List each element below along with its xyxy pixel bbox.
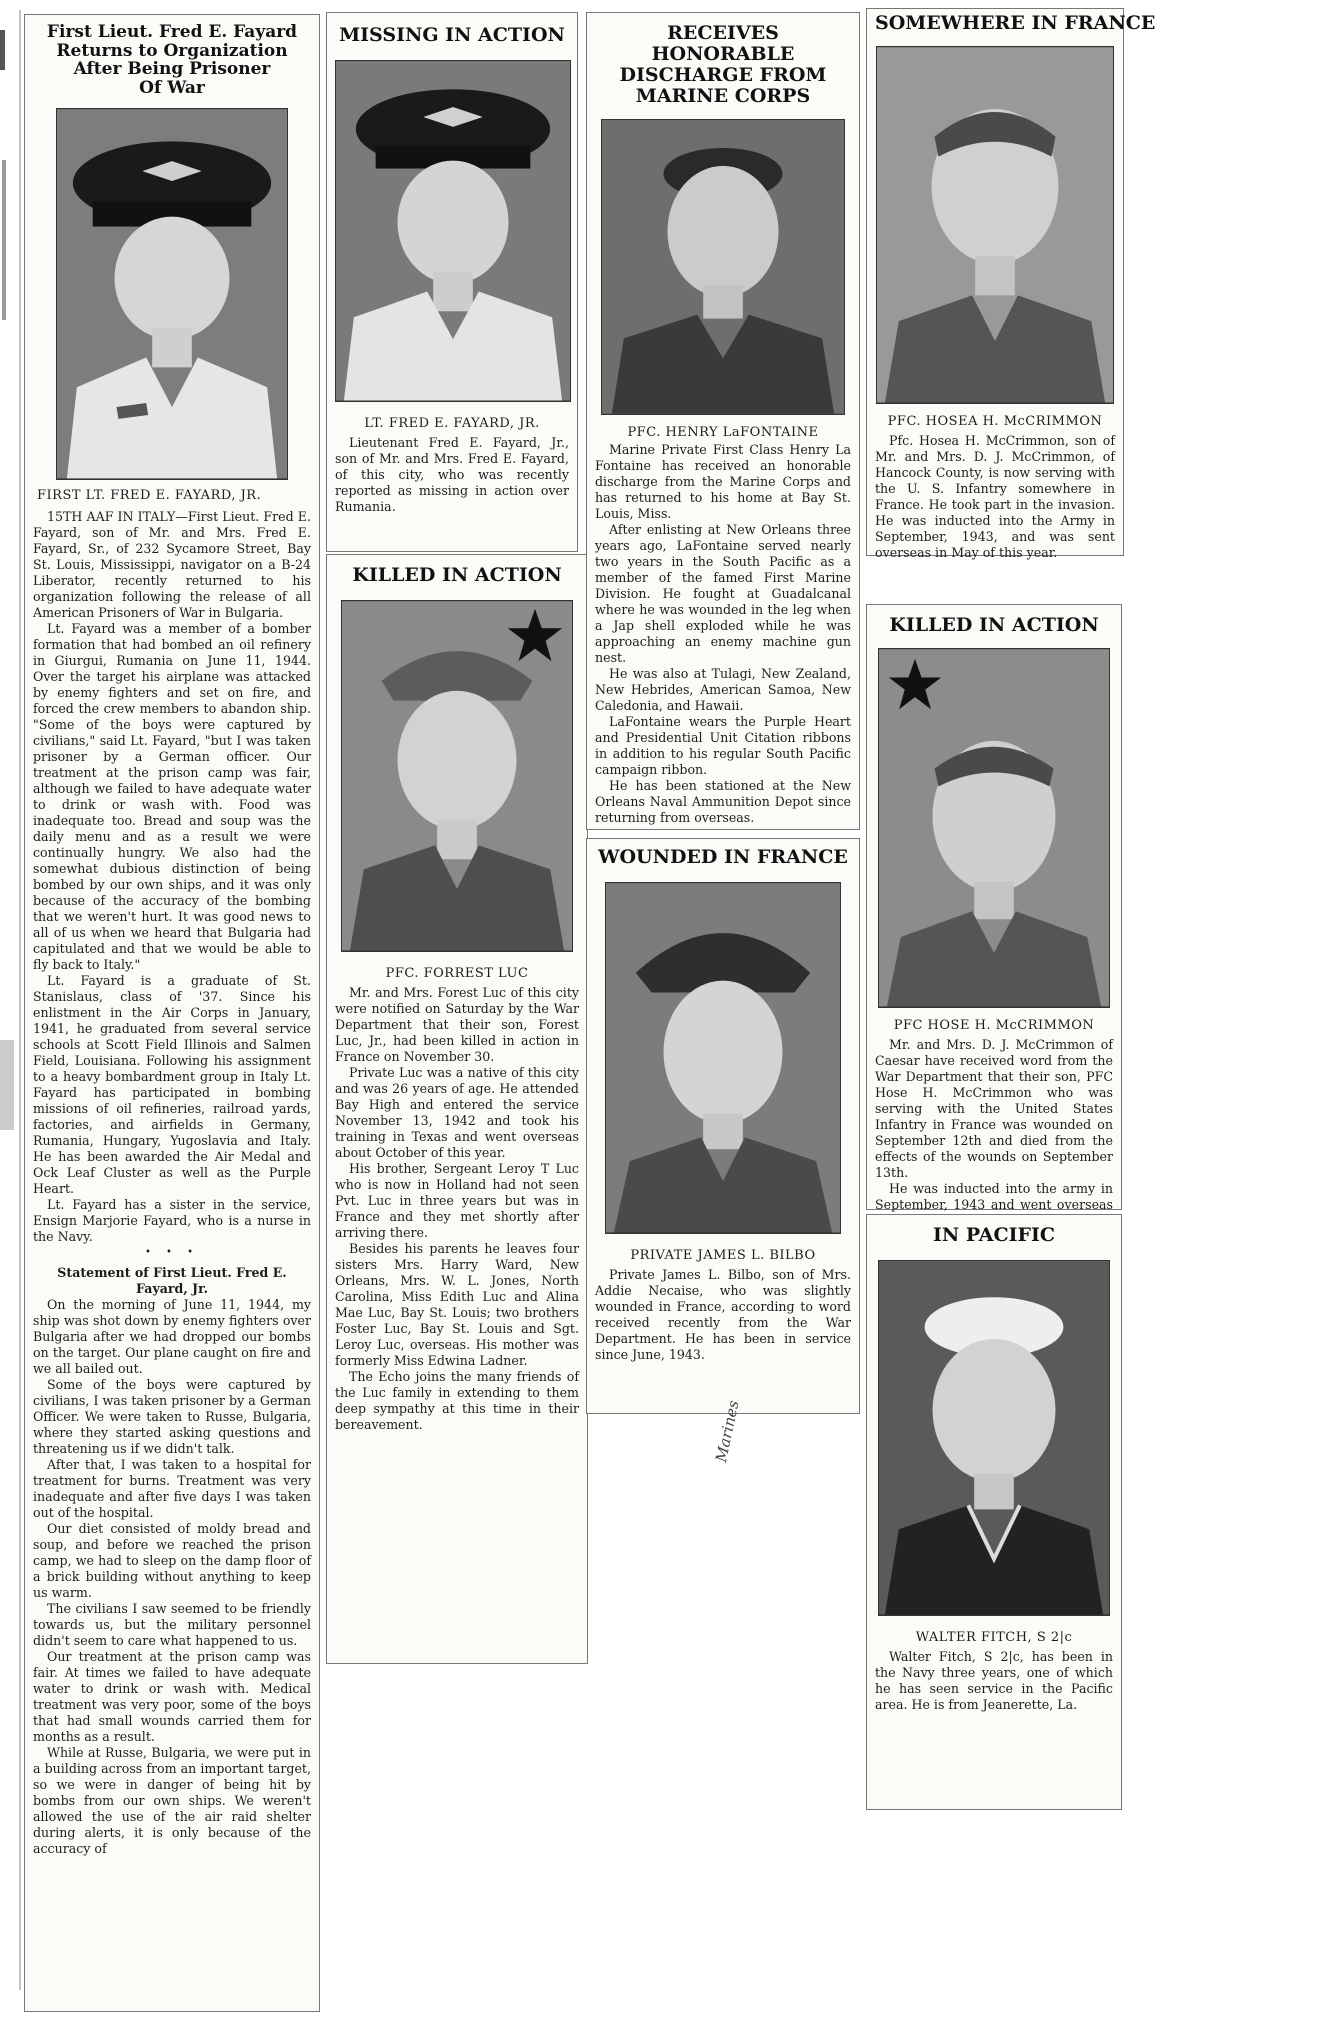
gold-star-icon: [887, 657, 943, 713]
clipping-honorable-discharge: [586, 12, 860, 830]
photo-caption: LT. FRED E. FAYARD, JR.: [364, 415, 540, 431]
headline-line: First Lieut. Fred E. Fayard: [46, 22, 298, 42]
article-body: [875, 1649, 1113, 1713]
paragraph: Lt. Fayard is a graduate of St. Stanislaus, class of '37. Since his enlistment in the Air Corps in January, 1941, he graduated from several service schools at Scott Field Illinois and Salmen Field, Louisiana. Following his assignment to a heavy bombardment group in Italy Lt. Fayard has participated in bombing missions of oil refineries, railroad yards, factories, and airfields in Germany, Rumania, Hungary, Yugoslavia and Italy. He has been awarded the Air Medal and Ock Leaf Cluster as well as the Purple Heart.: [33, 972, 311, 1196]
clipping-fayard-returns: [24, 14, 320, 2012]
paragraph: While at Russe, Bulgaria, we were put in a building across from an important target, so we were in danger of being hit by bombs from our own ships. We weren't allowed the use of the air raid shelter during alerts, it is only because of the accuracy of: [33, 1744, 311, 1856]
paragraph: Private Luc was a native of this city and was 26 years of age. He attended Bay High and entered the service November 13, 1942 and took his training in Texas and went overseas about October of this year.: [335, 1064, 579, 1160]
headline-line: MARINE CORPS: [635, 84, 811, 107]
article-body: [875, 1037, 1113, 1229]
portrait-photo: [876, 46, 1114, 404]
clipping-in-pacific: [866, 1214, 1122, 1810]
photo-caption: FIRST LT. FRED E. FAYARD, JR.: [37, 487, 262, 503]
clipping-somewhere-in-france: [866, 8, 1156, 560]
portrait-photo: [878, 648, 1110, 1008]
handwritten-note: Marines: [712, 1398, 743, 1464]
paragraph: Private James L. Bilbo, son of Mrs. Addie Necaise, who was slightly wounded in France, according to word received recently from the War Department. He has been in service since June, 1943.: [595, 1266, 851, 1362]
clipping-killed-in-action-luc: [326, 554, 588, 1664]
paragraph: He was inducted into the army in September, 1943 and went overseas: [875, 1180, 1113, 1212]
portrait-photo: [56, 108, 288, 480]
headline-line: DISCHARGE FROM: [619, 63, 827, 86]
paragraph: After enlisting at New Orleans three years ago, LaFontaine served nearly two years in the South Pacific as a member of the famed First Marine Division. He fought at Guadalcanal where he was wounded in the leg when a Jap shell exploded while he was approaching an enemy machine gun nest.: [595, 521, 851, 665]
paragraph: The civilians I saw seemed to be friendly towards us, but the military personnel didn't seem to care what happened to us.: [33, 1600, 311, 1648]
page-edge-remnant: [0, 0, 22, 2040]
clipping-wounded-in-france: [586, 838, 860, 1414]
paragraph: Lt. Fayard was a member of a bomber formation that had bombed an oil refinery in Giurgui, Rumania on June 11, 1944. Over the target his airplane was attacked by enemy fighters and set on fire, and forced the crew members to abandon ship. "Some of the boys were captured by civilians," said Lt. Fayard, "but I was taken prisoner by a German officer. Our treatment at the prison camp was fair, although we failed to have adequate water to drink or wash with. Food was inadequate too. Bread and soup was the daily menu and as a result we were continually hungry. We also had the somewhat dubious distinction of being bombed by our own ships, and it was only because of the accuracy of the bombing that we weren't hurt. It was good news to all of us when we heard that Bulgaria had capitulated and that we would be able to fly back to Italy.": [33, 620, 311, 972]
photo-caption: WALTER FITCH, S 2|c: [915, 1629, 1073, 1645]
headline: KILLED IN ACTION: [889, 614, 1099, 636]
paragraph: Marine Private First Class Henry La Fontaine has received an honorable discharge from the Marine Corps and has returned to his home at Bay St. Louis, Miss.: [595, 441, 851, 521]
section-separator: • • •: [144, 1246, 200, 1258]
paragraph: Mr. and Mrs. D. J. McCrimmon of Caesar have received word from the War Department that their son, PFC Hose H. McCrimmon who was serving with the United States Infantry in France was wounded on September 12th and died from the effects of the wounds on September 13th.: [875, 1036, 1113, 1180]
paragraph: 15TH AAF IN ITALY—First Lieut. Fred E. Fayard, son of Mr. and Mrs. Fred E. Fayard, Sr., of 232 Sycamore Street, Bay St. Louis, Mississippi, navigator on a B-24 Liberator, recently returned to his organization following the release of all American Prisoners of War in Bulgaria.: [33, 508, 311, 620]
article-body: [595, 1267, 851, 1363]
headline: KILLED IN ACTION: [352, 564, 562, 586]
soldier-portrait-icon: [877, 47, 1113, 403]
headline: IN PACIFIC: [932, 1224, 1056, 1246]
paragraph: LaFontaine wears the Purple Heart and Presidential Unit Citation ribbons in addition to his regular South Pacific campaign ribbon.: [595, 713, 851, 777]
article-body: [595, 442, 851, 826]
headline: MISSING IN ACTION: [339, 24, 565, 46]
aviator-cap-icon: [57, 109, 287, 479]
statement-heading: Statement of First Lieut. Fred E. Fayard, Jr.: [57, 1264, 287, 1296]
article-body: [875, 433, 1115, 561]
clipping-missing-in-action: [326, 12, 578, 552]
portrait-photo: [335, 60, 571, 402]
headline: [33, 23, 311, 98]
headline-line: RECEIVES HONORABLE: [651, 22, 795, 65]
headline: WOUNDED IN FRANCE: [598, 846, 848, 868]
headline-line: After Being Prisoner: [73, 59, 271, 80]
headline-line: Of War: [139, 78, 205, 99]
sailor-portrait-icon: [879, 1261, 1109, 1615]
portrait-photo: [341, 600, 573, 952]
photo-caption: PFC HOSE H. McCRIMMON: [893, 1017, 1095, 1033]
paragraph: Walter Fitch, S 2|c, has been in the Navy three years, one of which he has seen service in the Pacific area. He is from Jeanerette, La.: [875, 1648, 1113, 1712]
article-body: [33, 509, 311, 1857]
paragraph: Lieutenant Fred E. Fayard, Jr., son of Mr. and Mrs. Fred E. Fayard, of this city, who was recently reported as missing in action over Rumania.: [335, 434, 569, 514]
paragraph: Pfc. Hosea H. McCrimmon, son of Mr. and Mrs. D. J. McCrimmon, of Hancock County, is now serving with the U. S. Infantry somewhere in France. He took part in the invasion. He was inducted into the Army in September, 1943, and was sent overseas in May of this year.: [875, 432, 1115, 560]
portrait-photo: [601, 119, 845, 415]
paragraph: Lt. Fayard has a sister in the service, Ensign Marjorie Fayard, who is a nurse in the Navy.: [33, 1196, 311, 1244]
article-body: [335, 985, 579, 1433]
clipping-killed-in-action-mccrimmon: [866, 604, 1122, 1210]
portrait-photo: [605, 882, 841, 1234]
paragraph: Mr. and Mrs. Forest Luc of this city were notified on Saturday by the War Department that their son, Forest Luc, Jr., had been killed in action in France on November 30.: [335, 984, 579, 1064]
portrait-photo: [878, 1260, 1110, 1616]
photo-caption: PFC. HOSEA H. McCRIMMON: [887, 413, 1103, 429]
paragraph: Some of the boys were captured by civilians, I was taken prisoner by a German Officer. We were taken to Russe, Bulgaria, where they started asking questions and threatening us if we didn't talk.: [33, 1376, 311, 1456]
photo-caption: PFC. FORREST LUC: [385, 965, 529, 981]
aviator-cap-icon: [336, 61, 570, 401]
headline: [595, 23, 851, 107]
paragraph: Our diet consisted of moldy bread and soup, and before we reached the prison camp, we had to sleep on the damp floor of a brick building without anything to keep us warm.: [33, 1520, 311, 1600]
paragraph: His brother, Sergeant Leroy T Luc who is now in Holland had not seen Pvt. Luc in three years but was in France and they met shortly after arriving there.: [335, 1160, 579, 1240]
photo-caption: PFC. HENRY LaFONTAINE: [627, 424, 819, 440]
paragraph: He was also at Tulagi, New Zealand, New Hebrides, American Samoa, New Caledonia, and Hawaii.: [595, 665, 851, 713]
paragraph: After that, I was taken to a hospital for treatment for burns. Treatment was very inadequate and after five days I was taken out of the hospital.: [33, 1456, 311, 1520]
paragraph: On the morning of June 11, 1944, my ship was shot down by enemy fighters over Bulgaria after we had dropped our bombs on the target. Our plane caught on fire and we all bailed out.: [33, 1296, 311, 1376]
headline-line: Returns to Organization: [56, 40, 288, 61]
paragraph: The Echo joins the many friends of the Luc family in extending to them deep sympathy at this time in their bereavement.: [335, 1368, 579, 1432]
headline: SOMEWHERE IN FRANCE: [875, 12, 1156, 34]
marine-portrait-icon: [602, 120, 844, 414]
paragraph: He has been stationed at the New Orleans Naval Ammunition Depot since returning from overseas.: [595, 777, 851, 825]
article-body: [335, 435, 569, 515]
paragraph: Our treatment at the prison camp was fair. At times we failed to have adequate water to drink or wash with. Medical treatment was very poor, some of the boys that had small wounds carried them for months as a result.: [33, 1648, 311, 1744]
photo-caption: PRIVATE JAMES L. BILBO: [630, 1247, 816, 1263]
soldier-portrait-icon: [606, 883, 840, 1233]
paragraph: Besides his parents he leaves four sisters Mrs. Harry Ward, New Orleans, Mrs. W. L. Jones, North Carolina, Miss Edith Luc and Alina Mae Luc, Bay St. Louis; two brothers Foster Luc, Bay St. Louis and Sgt. Leroy Luc, overseas. His mother was formerly Miss Edwina Ladner.: [335, 1240, 579, 1368]
gold-star-icon: [506, 607, 564, 665]
